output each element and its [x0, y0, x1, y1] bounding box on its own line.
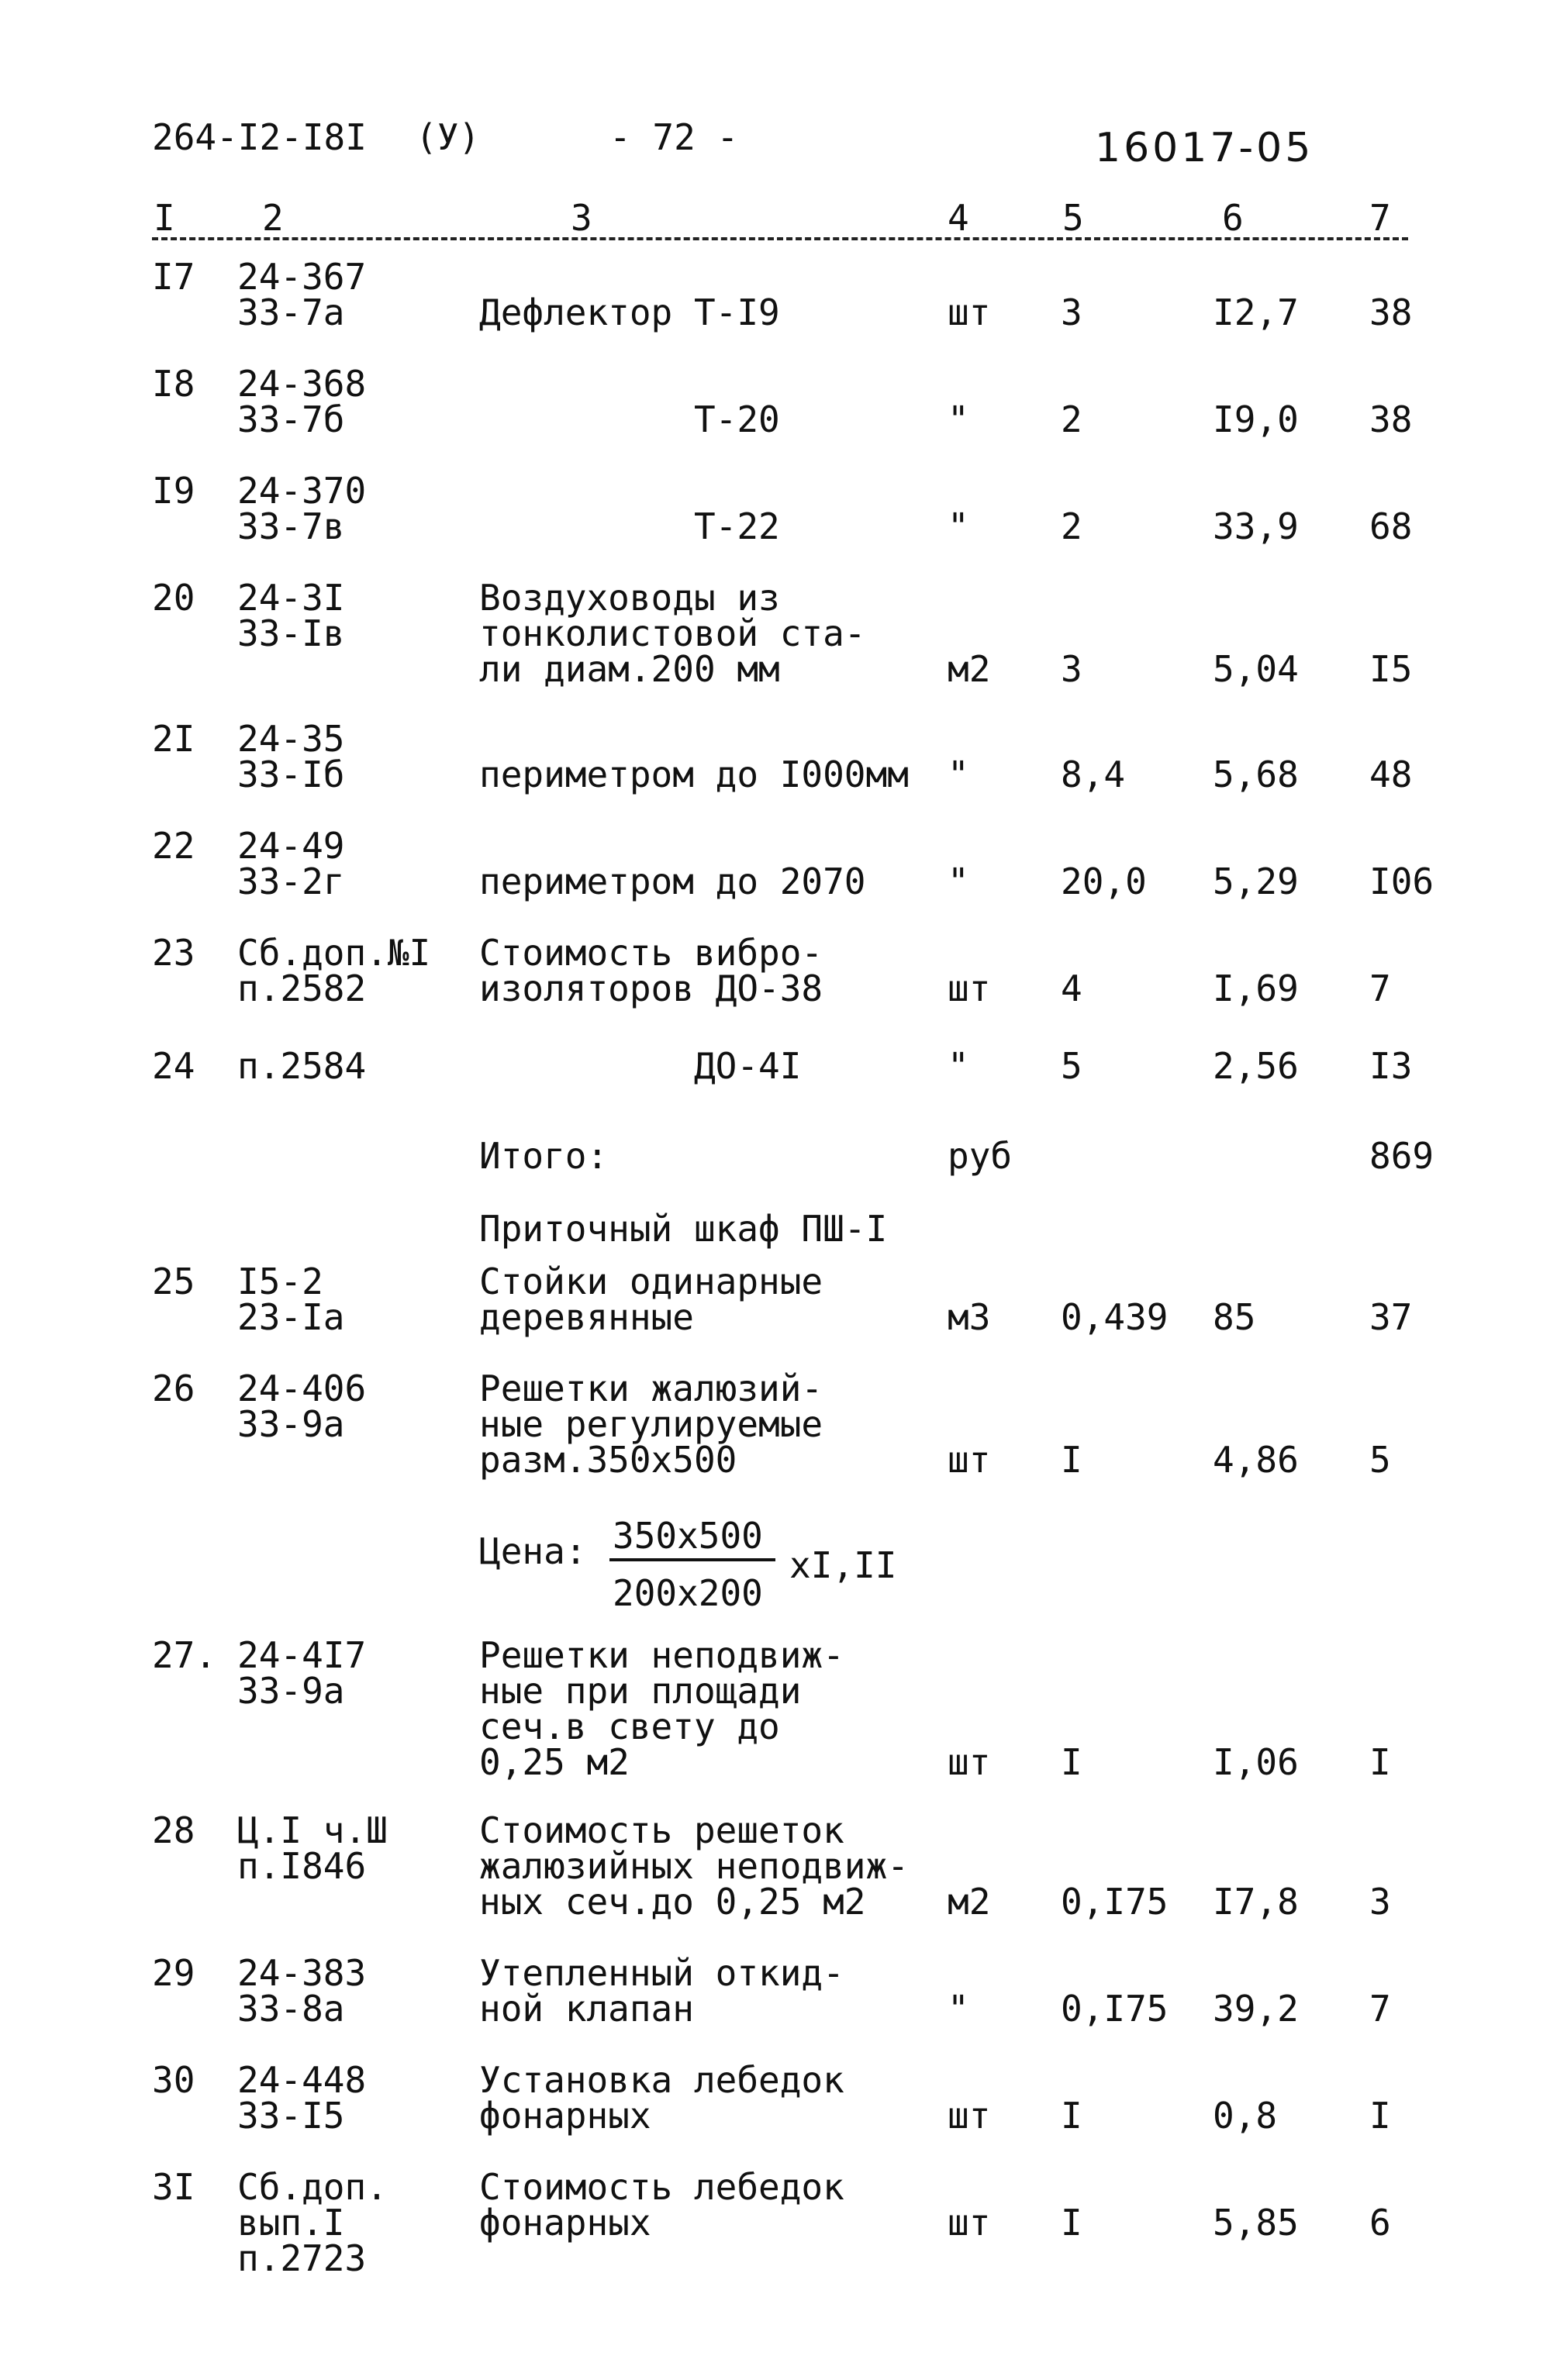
- row-unit-price: I,69: [1213, 968, 1299, 1009]
- row-total: 7: [1369, 968, 1391, 1009]
- row-reference: 23-Iа: [237, 1296, 345, 1338]
- row-quantity: 5: [1061, 1045, 1082, 1087]
- row-total: I3: [1369, 1045, 1413, 1087]
- column-header-7: 7: [1369, 197, 1391, 239]
- row-reference: 33-8а: [237, 1988, 345, 2030]
- page-number: - 72 -: [609, 116, 739, 158]
- row-unit-price: I,06: [1213, 1741, 1299, 1783]
- row-total: 7: [1369, 1988, 1391, 2030]
- row-number: 20: [152, 577, 195, 619]
- row-quantity: 0,439: [1061, 1296, 1169, 1338]
- row-quantity: I: [1061, 2202, 1082, 2244]
- row-total: 3: [1369, 1881, 1391, 1923]
- row-quantity: 3: [1061, 291, 1082, 333]
- row-reference: 33-2г: [237, 861, 345, 902]
- row-number: 27.: [152, 1634, 217, 1676]
- price-formula-factor: хI,II: [789, 1544, 897, 1586]
- row-description: ли диам.200 мм: [479, 648, 780, 690]
- row-reference: п.2723: [237, 2237, 367, 2279]
- row-reference: п.2584: [237, 1045, 367, 1087]
- column-header-6: 6: [1222, 197, 1244, 239]
- row-reference: 33-7в: [237, 505, 345, 547]
- row-unit: шт: [948, 2095, 991, 2137]
- row-number: 22: [152, 825, 195, 867]
- row-number: I9: [152, 470, 195, 512]
- row-reference: п.I846: [237, 1845, 367, 1887]
- row-unit: шт: [948, 2202, 991, 2244]
- row-unit-price: 5,85: [1213, 2202, 1299, 2244]
- row-quantity: I: [1061, 1439, 1082, 1481]
- row-total: 6: [1369, 2202, 1391, 2244]
- subtotal-label: Итого:: [479, 1135, 609, 1177]
- row-description: деревянные: [479, 1296, 694, 1338]
- row-unit: шт: [948, 968, 991, 1009]
- row-quantity: 3: [1061, 648, 1082, 690]
- row-reference: 24-49: [237, 825, 345, 867]
- column-header-5: 5: [1062, 197, 1084, 239]
- row-total: I: [1369, 2095, 1391, 2137]
- section-title: Приточный шкаф ПШ-I: [479, 1208, 888, 1250]
- row-reference: 33-Iв: [237, 612, 345, 654]
- row-description: Стоимость лебедок: [479, 2166, 844, 2208]
- row-description: ных сеч.до 0,25 м2: [479, 1881, 866, 1923]
- row-reference: 24-4I7: [237, 1634, 367, 1676]
- row-description: Решетки неподвиж-: [479, 1634, 844, 1676]
- row-reference: вып.I: [237, 2202, 345, 2244]
- row-quantity: I: [1061, 2095, 1082, 2137]
- row-reference: 33-9а: [237, 1403, 345, 1445]
- row-number: 30: [152, 2059, 195, 2101]
- row-reference: 24-370: [237, 470, 367, 512]
- row-total: 68: [1369, 505, 1413, 547]
- row-quantity: 8,4: [1061, 754, 1126, 795]
- row-reference: Сб.доп.№I: [237, 932, 431, 974]
- row-total: I: [1369, 1741, 1391, 1783]
- row-unit-price: 4,86: [1213, 1439, 1299, 1481]
- row-description: Стоимость вибро-: [479, 932, 823, 974]
- row-description: ные регулируемые: [479, 1403, 823, 1445]
- row-unit-price: 5,04: [1213, 648, 1299, 690]
- row-unit: м3: [948, 1296, 991, 1338]
- row-unit: ": [948, 1045, 969, 1087]
- row-number: 3I: [152, 2166, 195, 2208]
- column-header-3: 3: [571, 197, 592, 239]
- row-reference: 33-7а: [237, 291, 345, 333]
- row-reference: 24-368: [237, 363, 367, 405]
- row-unit: м2: [948, 1881, 991, 1923]
- row-unit: ": [948, 754, 969, 795]
- row-unit-price: I9,0: [1213, 398, 1299, 440]
- row-description: Установка лебедок: [479, 2059, 844, 2101]
- row-unit-price: 5,68: [1213, 754, 1299, 795]
- row-quantity: 0,I75: [1061, 1988, 1169, 2030]
- row-unit-price: 5,29: [1213, 861, 1299, 902]
- column-header-4: 4: [948, 197, 969, 239]
- row-number: 26: [152, 1368, 195, 1409]
- variant-mark: (У): [416, 116, 481, 158]
- row-reference: п.2582: [237, 968, 367, 1009]
- row-description: ной клапан: [479, 1988, 694, 2030]
- row-reference: 24-35: [237, 718, 345, 760]
- row-number: 29: [152, 1952, 195, 1994]
- row-unit-price: I2,7: [1213, 291, 1299, 333]
- row-quantity: 2: [1061, 505, 1082, 547]
- row-unit-price: 2,56: [1213, 1045, 1299, 1087]
- row-description: жалюзийных неподвиж-: [479, 1845, 909, 1887]
- subtotal-unit: руб: [948, 1135, 1013, 1177]
- row-description: Решетки жалюзий-: [479, 1368, 823, 1409]
- row-unit-price: 0,8: [1213, 2095, 1278, 2137]
- handwritten-code: 16017-05: [1095, 125, 1314, 171]
- row-total: 38: [1369, 398, 1413, 440]
- row-reference: 24-406: [237, 1368, 367, 1409]
- row-total: 38: [1369, 291, 1413, 333]
- row-description: периметром до 2070: [479, 861, 866, 902]
- price-formula-denominator: 200х200: [613, 1572, 763, 1614]
- row-reference: Ц.I ч.Ш: [237, 1809, 388, 1851]
- column-header-1: I: [154, 197, 175, 239]
- row-description: Стойки одинарные: [479, 1261, 823, 1302]
- row-reference: 24-3I: [237, 577, 345, 619]
- header-dashed-rule: [152, 237, 1408, 240]
- row-description: Т-20: [479, 398, 780, 440]
- row-description: фонарных: [479, 2202, 651, 2244]
- price-formula-numerator: 350х500: [613, 1515, 763, 1557]
- row-description: ДО-4I: [479, 1045, 802, 1087]
- row-unit: шт: [948, 1741, 991, 1783]
- row-reference: 24-383: [237, 1952, 367, 1994]
- row-description: Дефлектор Т-I9: [479, 291, 780, 333]
- row-reference: I5-2: [237, 1261, 323, 1302]
- row-total: I06: [1369, 861, 1434, 902]
- row-quantity: 2: [1061, 398, 1082, 440]
- subtotal-total: 869: [1369, 1135, 1434, 1177]
- row-description: периметром до I000мм: [479, 754, 909, 795]
- row-total: 48: [1369, 754, 1413, 795]
- row-unit: ": [948, 861, 969, 902]
- row-reference: 33-I5: [237, 2095, 345, 2137]
- row-quantity: 0,I75: [1061, 1881, 1169, 1923]
- row-number: 23: [152, 932, 195, 974]
- row-reference: 24-367: [237, 256, 367, 298]
- row-unit-price: 39,2: [1213, 1988, 1299, 2030]
- row-description: тонколистовой ста-: [479, 612, 866, 654]
- row-unit-price: I7,8: [1213, 1881, 1299, 1923]
- row-quantity: I: [1061, 1741, 1082, 1783]
- row-description: сеч.в свету до: [479, 1706, 780, 1747]
- row-description: фонарных: [479, 2095, 651, 2137]
- row-unit: ": [948, 1988, 969, 2030]
- row-number: 25: [152, 1261, 195, 1302]
- row-number: 28: [152, 1809, 195, 1851]
- row-description: разм.350х500: [479, 1439, 737, 1481]
- row-reference: 33-9а: [237, 1670, 345, 1712]
- row-reference: 33-7б: [237, 398, 345, 440]
- row-quantity: 4: [1061, 968, 1082, 1009]
- row-description: Т-22: [479, 505, 780, 547]
- row-quantity: 20,0: [1061, 861, 1147, 902]
- row-description: 0,25 м2: [479, 1741, 630, 1783]
- row-number: 24: [152, 1045, 195, 1087]
- row-unit-price: 85: [1213, 1296, 1256, 1338]
- row-reference: Сб.доп.: [237, 2166, 388, 2208]
- price-formula-label: Цена:: [479, 1530, 587, 1572]
- row-description: Утепленный откид-: [479, 1952, 844, 1994]
- row-description: Стоимость решеток: [479, 1809, 844, 1851]
- row-reference: 24-448: [237, 2059, 367, 2101]
- row-unit: шт: [948, 1439, 991, 1481]
- fraction-bar: [609, 1558, 775, 1561]
- row-unit-price: 33,9: [1213, 505, 1299, 547]
- row-description: ные при площади: [479, 1670, 802, 1712]
- row-total: 5: [1369, 1439, 1391, 1481]
- column-header-2: 2: [262, 197, 284, 239]
- row-total: 37: [1369, 1296, 1413, 1338]
- row-description: Воздуховоды из: [479, 577, 780, 619]
- row-reference: 33-Iб: [237, 754, 345, 795]
- row-unit: шт: [948, 291, 991, 333]
- row-unit: ": [948, 398, 969, 440]
- row-number: I8: [152, 363, 195, 405]
- row-unit: ": [948, 505, 969, 547]
- row-number: 2I: [152, 718, 195, 760]
- row-number: I7: [152, 256, 195, 298]
- document-code: 264-I2-I8I: [152, 116, 367, 158]
- row-description: изоляторов ДО-38: [479, 968, 823, 1009]
- row-unit: м2: [948, 648, 991, 690]
- row-total: I5: [1369, 648, 1413, 690]
